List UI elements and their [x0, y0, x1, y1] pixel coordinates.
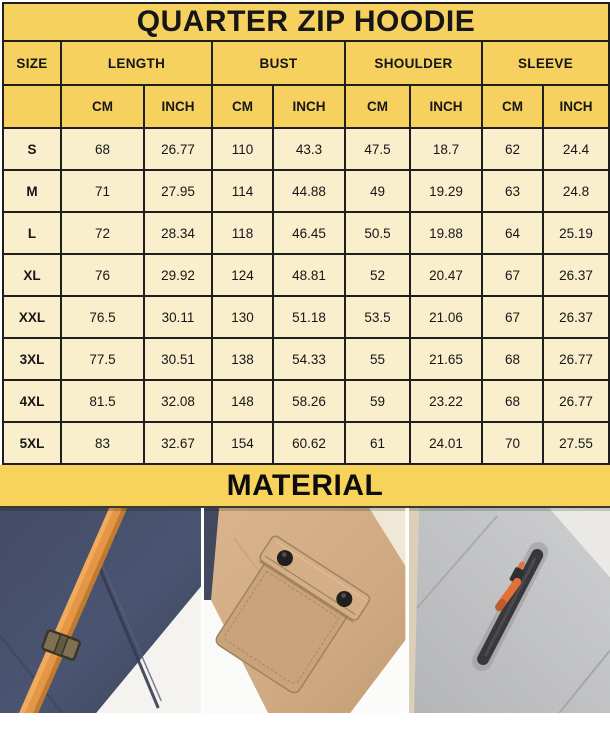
measurement-cell: 64 — [482, 212, 543, 254]
measurement-cell: 26.77 — [543, 380, 609, 422]
measurement-cell: 62 — [482, 128, 543, 170]
unit-header-inch: INCH — [144, 85, 212, 128]
column-header-size: SIZE — [3, 41, 61, 85]
table-row — [3, 254, 609, 296]
measurement-cell: 30.11 — [144, 296, 212, 338]
measurement-cell: 59 — [345, 380, 410, 422]
measurement-cell: 32.67 — [144, 422, 212, 464]
material-heading: MATERIAL — [0, 465, 610, 508]
page-title: QUARTER ZIP HOODIE — [3, 3, 609, 41]
size-label: XL — [3, 254, 61, 296]
measurement-cell: 76.5 — [61, 296, 144, 338]
unit-header-cm: CM — [345, 85, 410, 128]
gray-zip-illustration — [409, 508, 610, 713]
measurement-cell: 68 — [482, 380, 543, 422]
measurement-cell: 23.22 — [410, 380, 482, 422]
measurement-cell: 68 — [482, 338, 543, 380]
table-row — [3, 380, 609, 422]
column-group-header-row — [3, 41, 609, 85]
unit-header-inch: INCH — [273, 85, 345, 128]
measurement-cell: 110 — [212, 128, 273, 170]
measurement-cell: 26.77 — [144, 128, 212, 170]
measurement-cell: 21.06 — [410, 296, 482, 338]
size-label: L — [3, 212, 61, 254]
measurement-cell: 76 — [61, 254, 144, 296]
column-header-bust: BUST — [212, 41, 345, 85]
measurement-cell: 19.29 — [410, 170, 482, 212]
table-row — [3, 296, 609, 338]
measurement-cell: 55 — [345, 338, 410, 380]
column-header-length: LENGTH — [61, 41, 212, 85]
measurement-cell: 44.88 — [273, 170, 345, 212]
measurement-cell: 52 — [345, 254, 410, 296]
table-row — [3, 212, 609, 254]
column-header-sleeve: SLEEVE — [482, 41, 609, 85]
measurement-cell: 18.7 — [410, 128, 482, 170]
measurement-cell: 48.81 — [273, 254, 345, 296]
column-header-shoulder: SHOULDER — [345, 41, 482, 85]
measurement-cell: 26.77 — [543, 338, 609, 380]
table-row — [3, 338, 609, 380]
measurement-cell: 118 — [212, 212, 273, 254]
measurement-cell: 124 — [212, 254, 273, 296]
measurement-cell: 19.88 — [410, 212, 482, 254]
measurement-cell: 47.5 — [345, 128, 410, 170]
measurement-cell: 70 — [482, 422, 543, 464]
measurement-cell: 27.55 — [543, 422, 609, 464]
unit-header-inch: INCH — [410, 85, 482, 128]
measurement-cell: 28.34 — [144, 212, 212, 254]
measurement-cell: 114 — [212, 170, 273, 212]
unit-header-cm: CM — [482, 85, 543, 128]
measurement-cell: 51.18 — [273, 296, 345, 338]
measurement-cell: 154 — [212, 422, 273, 464]
measurement-cell: 29.92 — [144, 254, 212, 296]
size-label: 4XL — [3, 380, 61, 422]
measurement-cell: 130 — [212, 296, 273, 338]
measurement-cell: 50.5 — [345, 212, 410, 254]
size-label: M — [3, 170, 61, 212]
measurement-cell: 24.8 — [543, 170, 609, 212]
measurement-cell: 61 — [345, 422, 410, 464]
measurement-cell: 77.5 — [61, 338, 144, 380]
size-label: 3XL — [3, 338, 61, 380]
measurement-cell: 49 — [345, 170, 410, 212]
measurement-cell: 83 — [61, 422, 144, 464]
measurement-cell: 63 — [482, 170, 543, 212]
title-row — [3, 3, 609, 41]
measurement-cell: 68 — [61, 128, 144, 170]
table-row — [3, 422, 609, 464]
measurement-cell: 27.95 — [144, 170, 212, 212]
size-label: S — [3, 128, 61, 170]
measurement-cell: 20.47 — [410, 254, 482, 296]
measurement-cell: 25.19 — [543, 212, 609, 254]
material-photo-strip — [0, 508, 610, 713]
measurement-cell: 32.08 — [144, 380, 212, 422]
measurement-cell: 54.33 — [273, 338, 345, 380]
measurement-cell: 43.3 — [273, 128, 345, 170]
table-row — [3, 170, 609, 212]
measurement-cell: 26.37 — [543, 296, 609, 338]
measurement-cell: 24.01 — [410, 422, 482, 464]
measurement-cell: 24.4 — [543, 128, 609, 170]
material-photo-navy-fleece — [0, 508, 201, 713]
unit-header-cm: CM — [212, 85, 273, 128]
measurement-cell: 81.5 — [61, 380, 144, 422]
material-photo-gray-zip — [409, 508, 610, 713]
measurement-cell: 67 — [482, 296, 543, 338]
measurement-cell: 60.62 — [273, 422, 345, 464]
size-table — [2, 2, 610, 465]
measurement-cell: 138 — [212, 338, 273, 380]
size-unit-blank-cell — [3, 85, 61, 128]
measurement-cell: 46.45 — [273, 212, 345, 254]
size-table-body — [3, 128, 609, 464]
measurement-cell: 21.65 — [410, 338, 482, 380]
navy-fleece-illustration — [0, 508, 201, 713]
measurement-cell: 53.5 — [345, 296, 410, 338]
measurement-cell: 26.37 — [543, 254, 609, 296]
khaki-pocket-illustration — [204, 508, 405, 713]
table-row — [3, 128, 609, 170]
measurement-cell: 30.51 — [144, 338, 212, 380]
size-label: 5XL — [3, 422, 61, 464]
measurement-cell: 148 — [212, 380, 273, 422]
size-label: XXL — [3, 296, 61, 338]
material-photo-khaki-pocket — [204, 508, 405, 713]
unit-header-cm: CM — [61, 85, 144, 128]
measurement-cell: 67 — [482, 254, 543, 296]
measurement-cell: 71 — [61, 170, 144, 212]
measurement-cell: 72 — [61, 212, 144, 254]
unit-header-row — [3, 85, 609, 128]
measurement-cell: 58.26 — [273, 380, 345, 422]
unit-header-inch: INCH — [543, 85, 609, 128]
